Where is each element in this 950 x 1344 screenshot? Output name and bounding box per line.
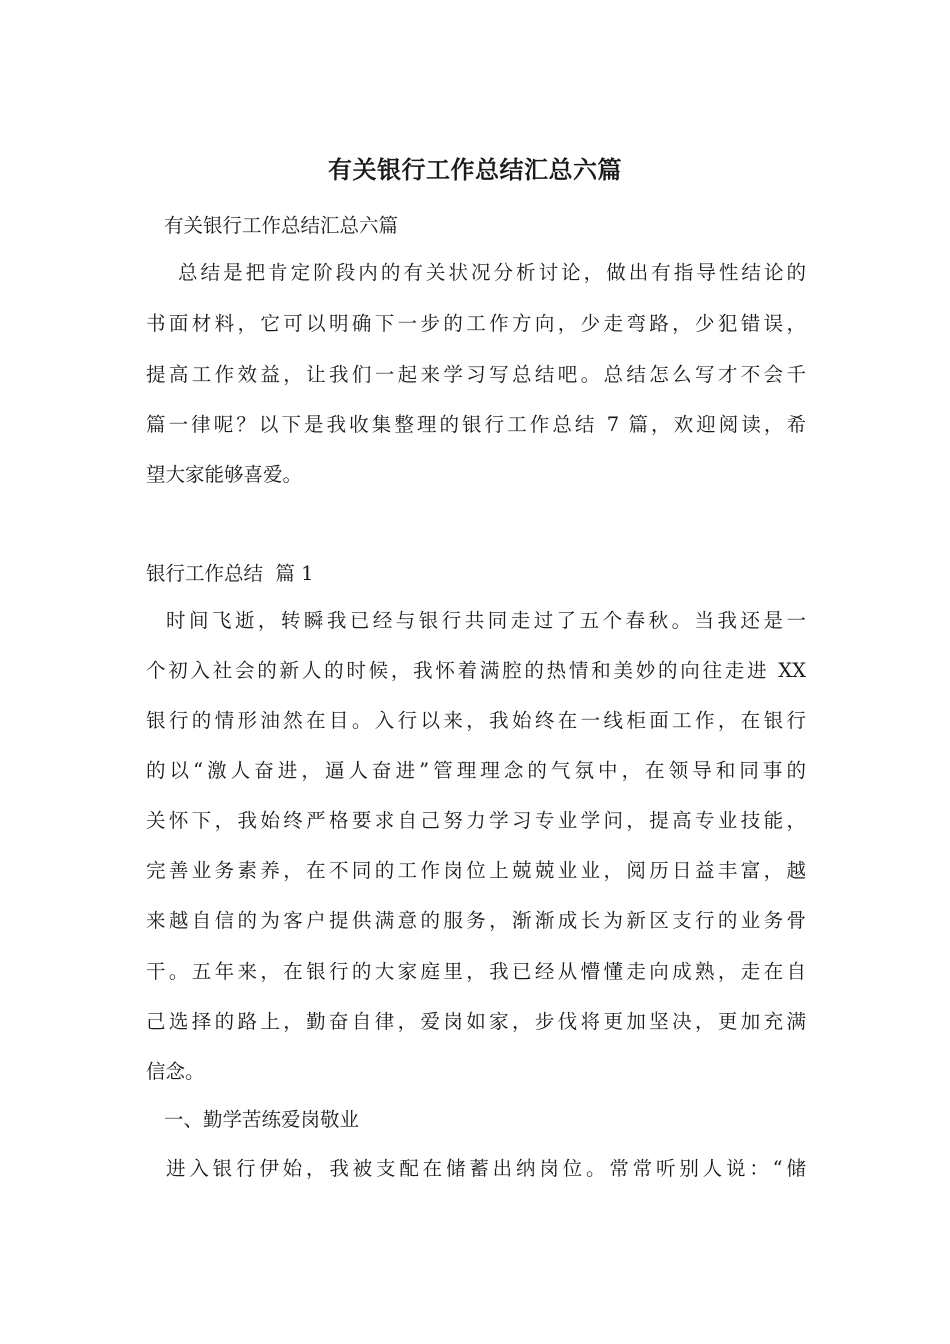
section-line: 的以“激人奋进，逼人奋进”管理理念的气氛中，在领导和同事的 [146, 759, 806, 782]
intro-line: 篇一律呢？以下是我收集整理的银行工作总结 7 篇，欢迎阅读，希 [146, 413, 806, 436]
intro-line: 望大家能够喜爱。 [146, 463, 303, 486]
section-heading: 银行工作总结 篇 1 [146, 562, 314, 585]
section-line: 来越自信的为客户提供满意的服务，渐渐成长为新区支行的业务骨 [146, 909, 806, 932]
section-line: 关怀下，我始终严格要求自己努力学习专业学问，提高专业技能， [146, 809, 806, 832]
section-line: 时间飞逝，转瞬我已经与银行共同走过了五个春秋。当我还是一 [166, 609, 806, 632]
body-line: 进入银行伊始，我被支配在储蓄出纳岗位。常常听别人说：“储 [166, 1157, 806, 1180]
section-line: 个初入社会的新人的时候，我怀着满腔的热情和美妙的向往走进 XX [146, 659, 806, 682]
intro-line: 总结是把肯定阶段内的有关状况分析讨论，做出有指导性结论的 [178, 261, 806, 284]
subheading: 一、勤学苦练爱岗敬业 [164, 1108, 360, 1131]
intro-line: 提高工作效益，让我们一起来学习写总结吧。总结怎么写才不会千 [146, 363, 806, 386]
section-line: 己选择的路上，勤奋自律，爱岗如家，步伐将更加坚决，更加充满 [146, 1010, 806, 1033]
document-title: 有关银行工作总结汇总六篇 [328, 156, 622, 184]
section-line: 银行的情形油然在目。入行以来，我始终在一线柜面工作，在银行 [146, 709, 806, 732]
intro-line: 书面材料，它可以明确下一步的工作方向，少走弯路，少犯错误， [146, 312, 806, 335]
section-line: 信念。 [146, 1060, 205, 1083]
section-line: 干。五年来，在银行的大家庭里，我已经从懵懂走向成熟，走在自 [146, 960, 806, 983]
document-subtitle: 有关银行工作总结汇总六篇 [164, 214, 399, 237]
section-line: 完善业务素养，在不同的工作岗位上兢兢业业，阅历日益丰富，越 [146, 859, 806, 882]
